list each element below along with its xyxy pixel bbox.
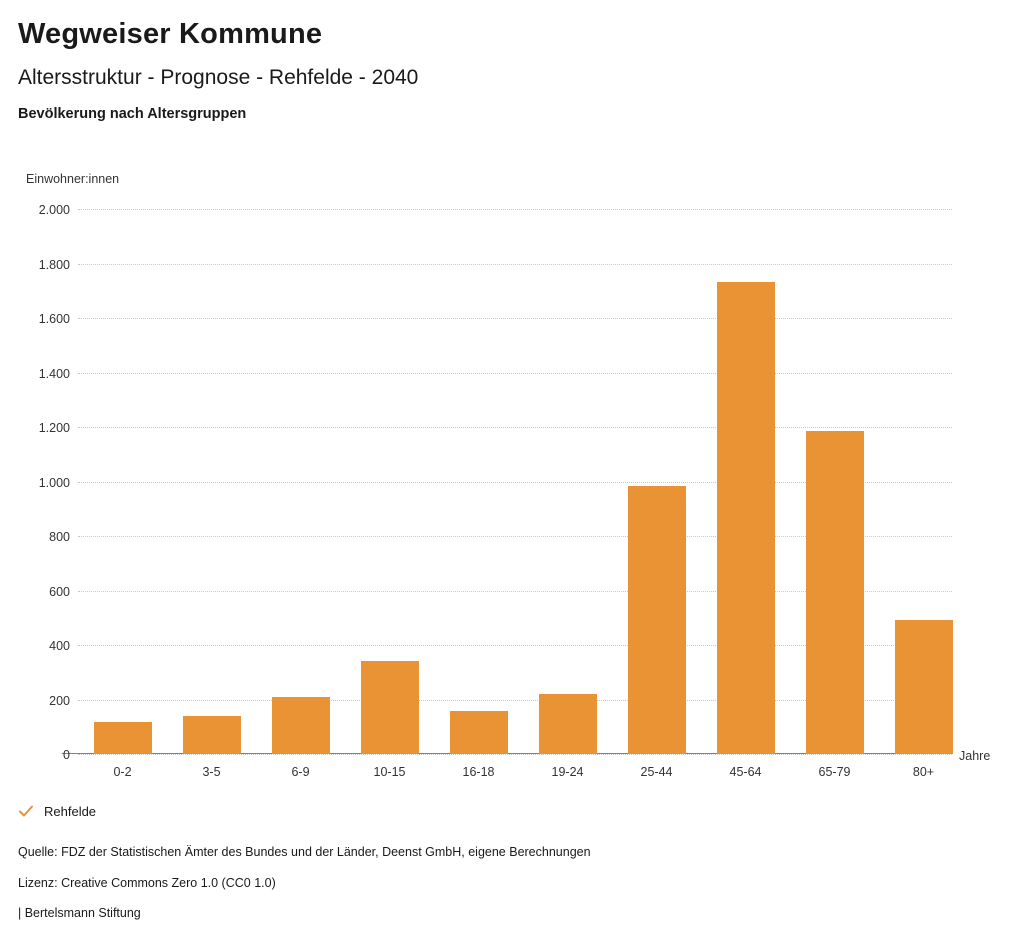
bar[interactable] <box>361 661 419 754</box>
check-icon <box>18 803 34 819</box>
bar[interactable] <box>895 620 953 754</box>
gridline <box>38 421 952 435</box>
publisher-note: | Bertelsmann Stiftung <box>18 906 141 920</box>
x-axis-tick-label: 80+ <box>912 765 935 779</box>
y-axis-tick-label: 800 <box>49 530 70 544</box>
bar[interactable] <box>94 722 152 754</box>
gridline <box>38 312 952 326</box>
bar[interactable] <box>272 697 330 754</box>
x-axis-tick-label: 10-15 <box>373 765 406 779</box>
page-title: Wegweiser Kommune <box>18 18 323 50</box>
y-axis-tick-label: 1.800 <box>38 257 70 272</box>
license-note: Lizenz: Creative Commons Zero 1.0 (CC0 1.0) <box>18 876 276 890</box>
x-axis-tick-label: 45-64 <box>729 765 762 779</box>
page-subtitle: Altersstruktur - Prognose - Rehfelde - 2040 <box>18 66 419 89</box>
bar[interactable] <box>628 486 686 754</box>
bar[interactable] <box>450 711 508 754</box>
bar[interactable] <box>806 431 864 754</box>
x-axis-tick-label: 65-79 <box>818 765 851 779</box>
x-axis-tick-label: 6-9 <box>291 765 310 779</box>
chart-section-title: Bevölkerung nach Altersgruppen <box>18 106 247 122</box>
y-axis-tick-label: 1.600 <box>38 312 70 326</box>
legend-label: Rehfelde <box>44 803 97 819</box>
bar[interactable] <box>539 694 597 754</box>
y-axis-tick-label: 400 <box>49 639 70 653</box>
gridline <box>38 203 952 217</box>
gridline <box>63 748 952 762</box>
y-axis-tick-label: 0 <box>63 748 70 762</box>
x-axis-tick-label: 25-44 <box>640 765 673 779</box>
y-axis-tick-label: 600 <box>49 584 70 599</box>
y-axis-tick-label: 1.400 <box>38 366 70 381</box>
bar[interactable] <box>183 716 241 754</box>
x-axis-tick-label: 3-5 <box>202 765 221 779</box>
y-axis-tick-label: 200 <box>49 693 70 708</box>
bar[interactable] <box>717 282 775 754</box>
x-axis-tick-label: 19-24 <box>551 765 584 779</box>
x-axis-tick-label: 0-2 <box>113 765 132 779</box>
gridline <box>38 366 952 381</box>
y-axis-tick-label: 1.000 <box>38 475 70 490</box>
y-axis-label: Einwohner:innen <box>26 172 120 186</box>
chart-legend[interactable] <box>18 803 96 819</box>
gridline <box>38 257 952 272</box>
x-axis-unit-label: Jahre <box>959 749 991 763</box>
y-axis-tick-label: 1.200 <box>38 421 70 435</box>
chart-bars-container <box>38 203 991 779</box>
source-note: Quelle: FDZ der Statistischen Ämter des Bundes und der Länder, Deenst GmbH, eigene Berechnungen <box>18 845 591 859</box>
y-axis-tick-label: 2.000 <box>38 203 70 217</box>
chart-plot-area <box>38 203 1024 779</box>
x-axis-tick-label: 16-18 <box>462 765 495 779</box>
